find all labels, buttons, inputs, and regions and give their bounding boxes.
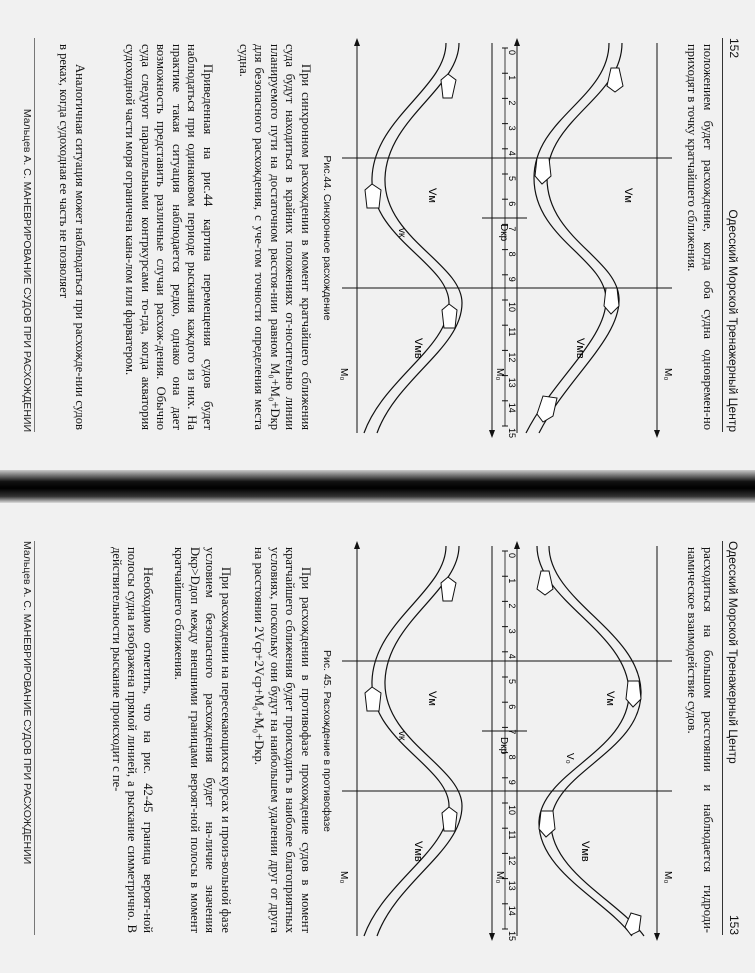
scale-tick-label: 13: [507, 377, 517, 388]
label-m0-bottom: M₀: [338, 368, 349, 381]
scale-tick-label: 15: [507, 428, 517, 438]
label-m0-bottom: M₀: [338, 871, 349, 884]
label-vm-upper: Vм: [604, 691, 616, 706]
left-page: [0, 0, 755, 470]
label-m0-mid: M₀: [494, 871, 505, 884]
scale-tick-label: 9: [507, 276, 517, 282]
scale-tick-label: 7: [507, 226, 517, 232]
left-page-number: 152: [727, 38, 741, 59]
scale-tick-label: 8: [507, 251, 517, 257]
label-m0-mid: M₀: [494, 368, 505, 381]
right-paragraph-3: Необходимо отметить, что на рис. 42-45 граница вероят-ной полосы судна изображена прямой линией, а рыскание симметрично. В действительности рыскание происходит с пе-: [109, 547, 155, 933]
scale-tick-label: 11: [507, 830, 517, 840]
label-vmv-upper: Vмв: [579, 841, 591, 862]
label-m0-top: M₀: [662, 871, 673, 884]
scale-tick-label: 2: [507, 603, 517, 609]
label-vm-lower: Vм: [426, 188, 438, 203]
left-header-title: Одесский Морской Тренажерный Центр: [726, 209, 740, 432]
scale-tick-label: 10: [507, 302, 517, 313]
label-vmv-upper: Vмв: [574, 338, 586, 359]
right-footer-text: Мальцев А. С. МАНЕВРИРОВАНИЕ СУДОВ ПРИ РАСХОЖДЕНИИ: [21, 541, 33, 865]
label-vm-upper: Vм: [622, 188, 634, 203]
scale-tick-label: 5: [507, 176, 517, 182]
label-v0: V₀: [564, 753, 575, 764]
scale-tick-label: 9: [507, 779, 517, 785]
label-m0-top: M₀: [662, 368, 673, 381]
right-running-header: [722, 541, 741, 935]
figure-44-caption: Рис.44. Синхронное расхождение: [321, 155, 333, 321]
label-vk: vк: [396, 731, 407, 741]
scale-tick-label: 13: [507, 880, 517, 891]
scale-tick-label: 3: [507, 125, 517, 131]
left-footer-text: Мальцев А. С. МАНЕВРИРОВАНИЕ СУДОВ ПРИ РАСХОЖДЕНИИ: [21, 108, 33, 432]
scale-tick-label: 6: [507, 704, 517, 710]
scale-tick-label: 11: [507, 327, 517, 337]
label-vk: vк: [396, 228, 407, 238]
scale-tick-label: 8: [507, 754, 517, 760]
left-intro-text: положением будет расхождение, когда оба судна одновремен-но приходят в точку кратчайшего сближения.: [685, 44, 715, 430]
scale-tick-label: 1: [507, 75, 517, 81]
scale-tick-label: 14: [507, 905, 517, 916]
scale-tick-label: 12: [507, 352, 517, 363]
scale-tick-label: 10: [507, 805, 517, 816]
scale-tick-label: 3: [507, 628, 517, 634]
left-paragraph-1: При синхронном расхождении в момент кратчайшего сближения суда будут находиться в крайних положениях от-носительно линии планируемого пути на достаточном расстоя-нии равном M₀+M₀+Dкр для безопасного расхождения, с уче-том точности определения места судна.: [236, 44, 313, 430]
left-paragraph-2: Приведенная на рис.44 картина перемещения судов будет наблюдаться при одинаковом периоде рыскания каждого из них. На практике такая ситуация наблюдается редко, однако она дает возможность представить различные случаи расхож-дения. Обычно суда следуют параллельными контркурсами то-гда, когда акватория судоходной части моря ограничена кана-лом или фарватером.: [123, 44, 215, 430]
scale-tick-label: 7: [507, 729, 517, 735]
scale-tick-label: 5: [507, 679, 517, 685]
scale-tick-label: 0: [507, 553, 517, 559]
scale-tick-label: 12: [507, 855, 517, 866]
right-paragraph-1: При расхождении в противофазе прохождение судов в момент кратчайшего сближения будет происходить в наиболее благоприятных условиях, поскольку они будут на наибольшем удалении друг от друга на расстоянии 2Vср+2Vср+M₀+M₀+Dкр.: [252, 547, 313, 933]
scale-tick-label: 1: [507, 578, 517, 584]
figure-45-caption: Рис. 45. Расхождение в противофазе: [321, 650, 333, 832]
right-paragraph-2: При расхождении на пересекающихся курсах и произ-вольной фазе условием безопасного расхождения будет на-личие значения Dкр>Dдоп между внешними границами вероят-ной полосы в момент кратчайшего сближения.: [172, 547, 233, 933]
scale-tick-label: 4: [507, 653, 517, 659]
right-running-footer: [20, 541, 35, 935]
scale-tick-label: 14: [507, 402, 517, 413]
right-intro-text: расходиться на большом расстоянии и наблюдается гидроди-намическое взаимодействие судов.: [685, 547, 715, 933]
left-running-header: [722, 38, 741, 432]
right-header-title: Одесский Морской Тренажерный Центр: [726, 541, 740, 764]
scale-tick-label: 0: [507, 50, 517, 56]
figure-45-antiphase-passing: [337, 541, 677, 941]
right-page-number: 153: [727, 914, 741, 935]
label-dkp: Dкр: [498, 224, 509, 242]
left-running-footer: [20, 38, 35, 432]
right-page: [0, 503, 755, 973]
label-vm-lower: Vм: [426, 691, 438, 706]
book-spine-shadow: [0, 470, 755, 503]
figure-44-synchronous-passing: [337, 38, 677, 438]
label-dkp: Dкр: [498, 737, 509, 755]
left-paragraph-3: Аналогичная ситуация может наблюдаться при расхожде-нии судов в реках, когда судоходная ее часть не позволяет: [57, 44, 87, 430]
label-vmv-lower: Vмв: [412, 841, 424, 862]
scale-tick-label: 2: [507, 100, 517, 106]
label-vmv-lower: Vмв: [412, 338, 424, 359]
scale-tick-label: 15: [507, 931, 517, 941]
scale-tick-label: 6: [507, 201, 517, 207]
scale-tick-label: 4: [507, 150, 517, 156]
